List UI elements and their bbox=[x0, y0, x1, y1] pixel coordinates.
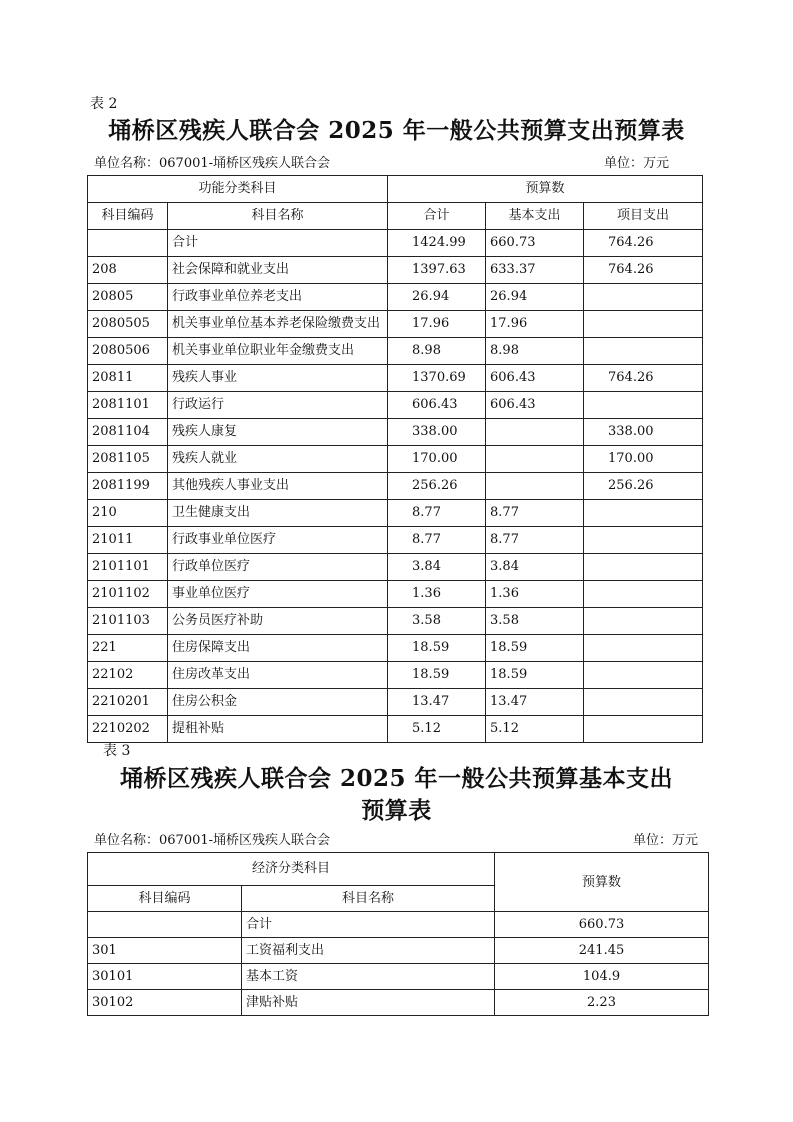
row-name: 事业单位医疗 bbox=[168, 581, 388, 608]
table2-row bbox=[88, 581, 703, 608]
row-amount: 104.9 bbox=[495, 964, 709, 990]
table3-header-name: 科目名称 bbox=[242, 886, 495, 912]
row-basic: 13.47 bbox=[486, 689, 584, 716]
row-basic: 18.59 bbox=[486, 635, 584, 662]
row-total: 26.94 bbox=[388, 284, 486, 311]
row-basic bbox=[486, 446, 584, 473]
table2-header-project: 项目支出 bbox=[584, 203, 703, 230]
row-code: 208 bbox=[88, 257, 168, 284]
row-project: 764.26 bbox=[584, 365, 703, 392]
row-project: 338.00 bbox=[584, 419, 703, 446]
table2-header-total: 合计 bbox=[388, 203, 486, 230]
table2-row bbox=[88, 635, 703, 662]
row-basic bbox=[486, 419, 584, 446]
table2-title: 埇桥区残疾人联合会 2025 年一般公共预算支出预算表 bbox=[108, 117, 685, 144]
row-project bbox=[584, 635, 703, 662]
row-project bbox=[584, 311, 703, 338]
row-code: 2080505 bbox=[88, 311, 168, 338]
table2-row bbox=[88, 716, 703, 743]
table2-row bbox=[88, 446, 703, 473]
row-code: 2210202 bbox=[88, 716, 168, 743]
row-code: 2081199 bbox=[88, 473, 168, 500]
table2-header-basic: 基本支出 bbox=[486, 203, 584, 230]
row-name: 提租补贴 bbox=[168, 716, 388, 743]
row-name: 社会保障和就业支出 bbox=[168, 257, 388, 284]
table2-row bbox=[88, 500, 703, 527]
row-basic: 8.77 bbox=[486, 500, 584, 527]
row-project bbox=[584, 500, 703, 527]
table2-row bbox=[88, 365, 703, 392]
row-code: 2080506 bbox=[88, 338, 168, 365]
row-total: 8.77 bbox=[388, 527, 486, 554]
row-project: 170.00 bbox=[584, 446, 703, 473]
row-project bbox=[584, 689, 703, 716]
table2-header-row-2 bbox=[88, 203, 703, 230]
row-basic: 18.59 bbox=[486, 662, 584, 689]
table3 bbox=[87, 852, 709, 1016]
row-project: 764.26 bbox=[584, 257, 703, 284]
row-name: 津贴补贴 bbox=[242, 990, 495, 1016]
row-code: 2101102 bbox=[88, 581, 168, 608]
table2-row bbox=[88, 392, 703, 419]
row-basic: 606.43 bbox=[486, 392, 584, 419]
row-code: 2081101 bbox=[88, 392, 168, 419]
row-amount: 660.73 bbox=[495, 912, 709, 938]
row-code: 2210201 bbox=[88, 689, 168, 716]
row-project bbox=[584, 527, 703, 554]
table2-row bbox=[88, 662, 703, 689]
row-code: 2081104 bbox=[88, 419, 168, 446]
row-name: 残疾人就业 bbox=[168, 446, 388, 473]
table3-title-line1: 埇桥区残疾人联合会 2025 年一般公共预算基本支出 bbox=[119, 765, 674, 792]
row-name: 住房公积金 bbox=[168, 689, 388, 716]
table2-unit: 单位：万元 bbox=[604, 156, 670, 171]
row-name: 其他残疾人事业支出 bbox=[168, 473, 388, 500]
row-basic: 8.98 bbox=[486, 338, 584, 365]
row-basic: 633.37 bbox=[486, 257, 584, 284]
row-basic: 1.36 bbox=[486, 581, 584, 608]
row-name: 机关事业单位职业年金缴费支出 bbox=[168, 338, 388, 365]
row-total: 8.77 bbox=[388, 500, 486, 527]
row-name: 卫生健康支出 bbox=[168, 500, 388, 527]
row-total: 1370.69 bbox=[388, 365, 486, 392]
table3-unit: 单位：万元 bbox=[633, 833, 699, 848]
row-project bbox=[584, 716, 703, 743]
table2-row bbox=[88, 554, 703, 581]
table3-row bbox=[88, 938, 709, 964]
row-project bbox=[584, 662, 703, 689]
row-project bbox=[584, 608, 703, 635]
row-name: 住房保障支出 bbox=[168, 635, 388, 662]
table3-row bbox=[88, 912, 709, 938]
row-project bbox=[584, 581, 703, 608]
table2-header-code: 科目编码 bbox=[88, 203, 168, 230]
row-code bbox=[88, 912, 242, 938]
table2-row bbox=[88, 608, 703, 635]
table2-row bbox=[88, 419, 703, 446]
table3-header-code: 科目编码 bbox=[88, 886, 242, 912]
row-total: 170.00 bbox=[388, 446, 486, 473]
row-code: 2101103 bbox=[88, 608, 168, 635]
row-total: 256.26 bbox=[388, 473, 486, 500]
table3-unit-name: 单位名称：067001-埇桥区残疾人联合会 bbox=[94, 833, 331, 848]
row-basic: 26.94 bbox=[486, 284, 584, 311]
row-name: 行政运行 bbox=[168, 392, 388, 419]
row-basic: 660.73 bbox=[486, 230, 584, 257]
table3-row bbox=[88, 964, 709, 990]
row-code: 22102 bbox=[88, 662, 168, 689]
row-code: 301 bbox=[88, 938, 242, 964]
row-total: 1424.99 bbox=[388, 230, 486, 257]
row-name: 合计 bbox=[242, 912, 495, 938]
row-name: 公务员医疗补助 bbox=[168, 608, 388, 635]
table3-title-line2: 预算表 bbox=[361, 797, 432, 824]
table2-header-function-group: 功能分类科目 bbox=[88, 176, 388, 203]
row-code bbox=[88, 230, 168, 257]
row-total: 3.84 bbox=[388, 554, 486, 581]
table2-row bbox=[88, 527, 703, 554]
row-code: 30102 bbox=[88, 990, 242, 1016]
table3-header-econ-group: 经济分类科目 bbox=[88, 853, 495, 886]
row-code: 221 bbox=[88, 635, 168, 662]
table2-row bbox=[88, 689, 703, 716]
row-total: 18.59 bbox=[388, 635, 486, 662]
row-basic: 3.84 bbox=[486, 554, 584, 581]
table3-header-budget: 预算数 bbox=[495, 853, 709, 912]
row-total: 5.12 bbox=[388, 716, 486, 743]
row-name: 工资福利支出 bbox=[242, 938, 495, 964]
table2-row bbox=[88, 473, 703, 500]
row-total: 1.36 bbox=[388, 581, 486, 608]
table3-header-row-1 bbox=[88, 853, 709, 886]
row-project bbox=[584, 392, 703, 419]
table2-row bbox=[88, 230, 703, 257]
row-project: 764.26 bbox=[584, 230, 703, 257]
row-project bbox=[584, 284, 703, 311]
row-basic bbox=[486, 473, 584, 500]
row-total: 606.43 bbox=[388, 392, 486, 419]
row-project bbox=[584, 554, 703, 581]
row-name: 合计 bbox=[168, 230, 388, 257]
table2-row bbox=[88, 311, 703, 338]
row-basic: 3.58 bbox=[486, 608, 584, 635]
row-code: 20811 bbox=[88, 365, 168, 392]
table2-label: 表 2 bbox=[90, 96, 118, 112]
row-code: 30101 bbox=[88, 964, 242, 990]
row-total: 13.47 bbox=[388, 689, 486, 716]
row-name: 行政单位医疗 bbox=[168, 554, 388, 581]
row-project bbox=[584, 338, 703, 365]
row-name: 行政事业单位医疗 bbox=[168, 527, 388, 554]
row-amount: 241.45 bbox=[495, 938, 709, 964]
row-name: 住房改革支出 bbox=[168, 662, 388, 689]
table2-header-row-1 bbox=[88, 176, 703, 203]
row-total: 8.98 bbox=[388, 338, 486, 365]
row-code: 21011 bbox=[88, 527, 168, 554]
table3-label: 表 3 bbox=[103, 743, 131, 759]
row-basic: 17.96 bbox=[486, 311, 584, 338]
table2-unit-name: 单位名称：067001-埇桥区残疾人联合会 bbox=[94, 156, 331, 171]
table3-row bbox=[88, 990, 709, 1016]
row-name: 残疾人康复 bbox=[168, 419, 388, 446]
row-name: 行政事业单位养老支出 bbox=[168, 284, 388, 311]
row-total: 17.96 bbox=[388, 311, 486, 338]
row-project: 256.26 bbox=[584, 473, 703, 500]
row-code: 20805 bbox=[88, 284, 168, 311]
row-basic: 606.43 bbox=[486, 365, 584, 392]
table2-row bbox=[88, 257, 703, 284]
row-name: 基本工资 bbox=[242, 964, 495, 990]
row-total: 338.00 bbox=[388, 419, 486, 446]
row-total: 18.59 bbox=[388, 662, 486, 689]
row-total: 3.58 bbox=[388, 608, 486, 635]
row-code: 2081105 bbox=[88, 446, 168, 473]
row-basic: 5.12 bbox=[486, 716, 584, 743]
row-total: 1397.63 bbox=[388, 257, 486, 284]
table2-header-name: 科目名称 bbox=[168, 203, 388, 230]
table2-row bbox=[88, 284, 703, 311]
table2-header-budget-group: 预算数 bbox=[388, 176, 703, 203]
row-code: 2101101 bbox=[88, 554, 168, 581]
row-name: 机关事业单位基本养老保险缴费支出 bbox=[168, 311, 388, 338]
row-basic: 8.77 bbox=[486, 527, 584, 554]
table2 bbox=[87, 175, 703, 743]
table2-row bbox=[88, 338, 703, 365]
row-name: 残疾人事业 bbox=[168, 365, 388, 392]
row-amount: 2.23 bbox=[495, 990, 709, 1016]
row-code: 210 bbox=[88, 500, 168, 527]
